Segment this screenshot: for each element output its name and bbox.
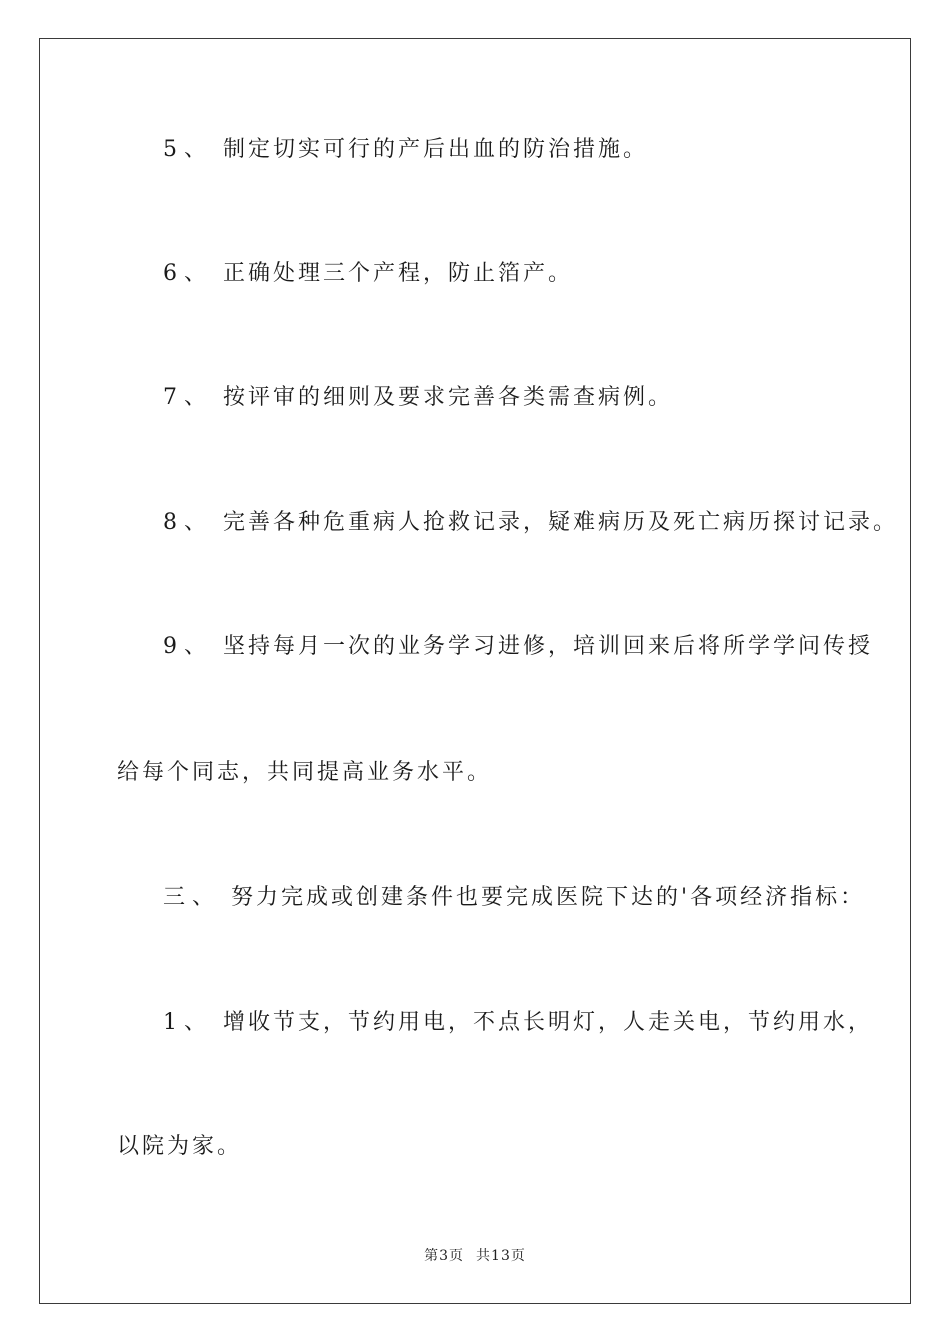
item-separator: 、 bbox=[192, 885, 218, 910]
item-separator: 、 bbox=[184, 261, 210, 286]
paragraph-7 bbox=[163, 383, 673, 413]
paragraph-9 bbox=[163, 632, 873, 662]
paragraph-6 bbox=[163, 259, 573, 289]
paragraph-text: 制定切实可行的产后出血的防治措施。 bbox=[223, 137, 649, 162]
paragraph-9-continuation: 给每个同志，共同提高业务水平。 bbox=[117, 760, 493, 785]
item-number: 7 bbox=[163, 385, 180, 410]
item-number: 6 bbox=[163, 261, 180, 286]
paragraph-text: 增收节支，节约用电，不点长明灯，人走关电，节约用水， bbox=[223, 1010, 874, 1035]
page-number: 第3页 bbox=[424, 1248, 465, 1264]
paragraph-1 bbox=[163, 1008, 873, 1038]
section-number: 三 bbox=[163, 885, 189, 910]
item-number: 5 bbox=[163, 137, 180, 162]
section-text: 努力完成或创建条件也要完成医院下达的'各项经济指标： bbox=[231, 885, 866, 910]
item-number: 8 bbox=[163, 510, 180, 535]
item-separator: 、 bbox=[184, 634, 210, 659]
page-total: 共13页 bbox=[476, 1248, 526, 1264]
paragraph-text: 正确处理三个产程，防止箔产。 bbox=[223, 261, 574, 286]
item-number: 9 bbox=[163, 634, 180, 659]
page-footer bbox=[0, 1246, 950, 1266]
section-3-heading bbox=[163, 883, 865, 913]
paragraph-text: 按评审的细则及要求完善各类需查病例。 bbox=[223, 385, 674, 410]
item-separator: 、 bbox=[184, 1010, 210, 1035]
item-separator: 、 bbox=[184, 510, 210, 535]
paragraph-1-continuation: 以院为家。 bbox=[117, 1134, 243, 1159]
paragraph-text: 完善各种危重病人抢救记录，疑难病历及死亡病历探讨记录。 bbox=[223, 510, 899, 535]
paragraph-8 bbox=[163, 508, 898, 538]
item-separator: 、 bbox=[184, 385, 210, 410]
item-separator: 、 bbox=[184, 137, 210, 162]
paragraph-5 bbox=[163, 135, 648, 165]
page-border bbox=[39, 38, 911, 1304]
paragraph-text: 坚持每月一次的业务学习进修，培训回来后将所学学问传授 bbox=[223, 634, 874, 659]
item-number: 1 bbox=[163, 1010, 180, 1035]
